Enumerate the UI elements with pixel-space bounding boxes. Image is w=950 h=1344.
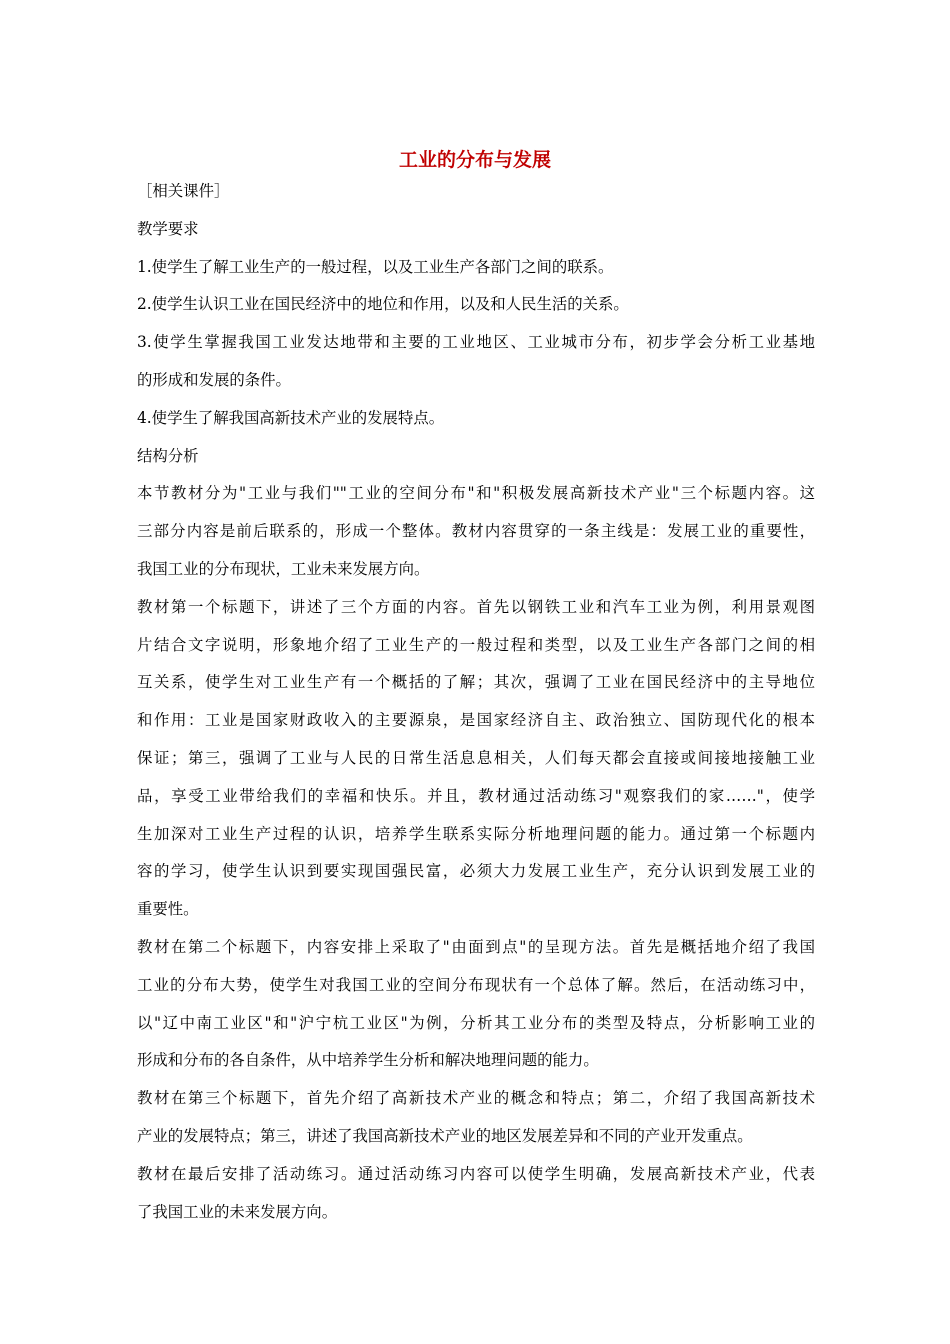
paragraph-line: 工业的分布大势，使学生对我国工业的空间分布现状有一个总体了解。然后，在活动练习中， [137,975,815,994]
paragraph-line: 教材第一个标题下，讲述了三个方面的内容。首先以钢铁工业和汽车工业为例，利用景观图 [137,597,815,616]
requirement-item-3: 3.使学生掌握我国工业发达地带和主要的工业地区、工业城市分布，初步学会分析工业基地 [137,333,815,352]
requirement-item-2: 2.使学生认识工业在国民经济中的地位和作用，以及和人民生活的关系。 [137,295,629,314]
paragraph-line: 片结合文字说明，形象地介绍了工业生产的一般过程和类型，以及工业生产各部门之间的相 [137,635,815,654]
requirement-item-1: 1.使学生了解工业生产的一般过程，以及工业生产各部门之间的联系。 [137,257,614,276]
requirement-item-4: 4.使学生了解我国高新技术产业的发展特点。 [137,408,445,427]
heading-teaching-requirements: 教学要求 [137,219,199,238]
paragraph-line: 教材在第二个标题下，内容安排上采取了"由面到点"的呈现方法。首先是概括地介绍了我国 [137,937,815,956]
paragraph-line: 重要性。 [137,900,199,919]
paragraph-line: 产业的发展特点；第三，讲述了我国高新技术产业的地区发展差异和不同的产业开发重点。 [137,1126,753,1145]
paragraph-line: 本节教材分为"工业与我们""工业的空间分布"和"积极发展高新技术产业"三个标题内容。这 [137,484,815,503]
document-title: 工业的分布与发展 [398,149,551,171]
paragraph-line: 了我国工业的未来发展方向。 [137,1202,338,1221]
requirement-item-3-cont: 的形成和发展的条件。 [137,370,291,389]
paragraph-line: 教材在最后安排了活动练习。通过活动练习内容可以使学生明确，发展高新技术产业，代表 [137,1164,815,1183]
section-label-related-courseware: ［相关课件］ [137,182,230,200]
paragraph-line: 我国工业的分布现状，工业未来发展方向。 [137,559,430,578]
paragraph-line: 品，享受工业带给我们的幸福和快乐。并且，教材通过活动练习"观察我们的家……"，使学 [137,786,815,805]
paragraph-line: 生加深对工业生产过程的认识，培养学生联系实际分析地理问题的能力。通过第一个标题内 [137,824,815,843]
paragraph-line: 和作用：工业是国家财政收入的主要源泉，是国家经济自主、政治独立、国防现代化的根本 [137,711,815,730]
paragraph-line: 教材在第三个标题下，首先介绍了高新技术产业的概念和特点；第二，介绍了我国高新技术 [137,1089,815,1108]
paragraph-line: 三部分内容是前后联系的，形成一个整体。教材内容贯穿的一条主线是：发展工业的重要性， [137,522,815,541]
document-body [137,173,815,1231]
paragraph-line: 容的学习，使学生认识到要实现国强民富，必须大力发展工业生产，充分认识到发展工业的 [137,862,815,881]
paragraph-line: 以"辽中南工业区"和"沪宁杭工业区"为例，分析其工业分布的类型及特点，分析影响工业的 [137,1013,815,1032]
paragraph-line: 形成和分布的各自条件，从中培养学生分析和解决地理问题的能力。 [137,1051,599,1070]
heading-structure-analysis: 结构分析 [137,446,199,465]
paragraph-line: 互关系，使学生对工业生产有一个概括的了解；其次，强调了工业在国民经济中的主导地位 [137,673,815,692]
paragraph-line: 保证；第三，强调了工业与人民的日常生活息息相关，人们每天都会直接或间接地接触工业 [137,748,815,767]
